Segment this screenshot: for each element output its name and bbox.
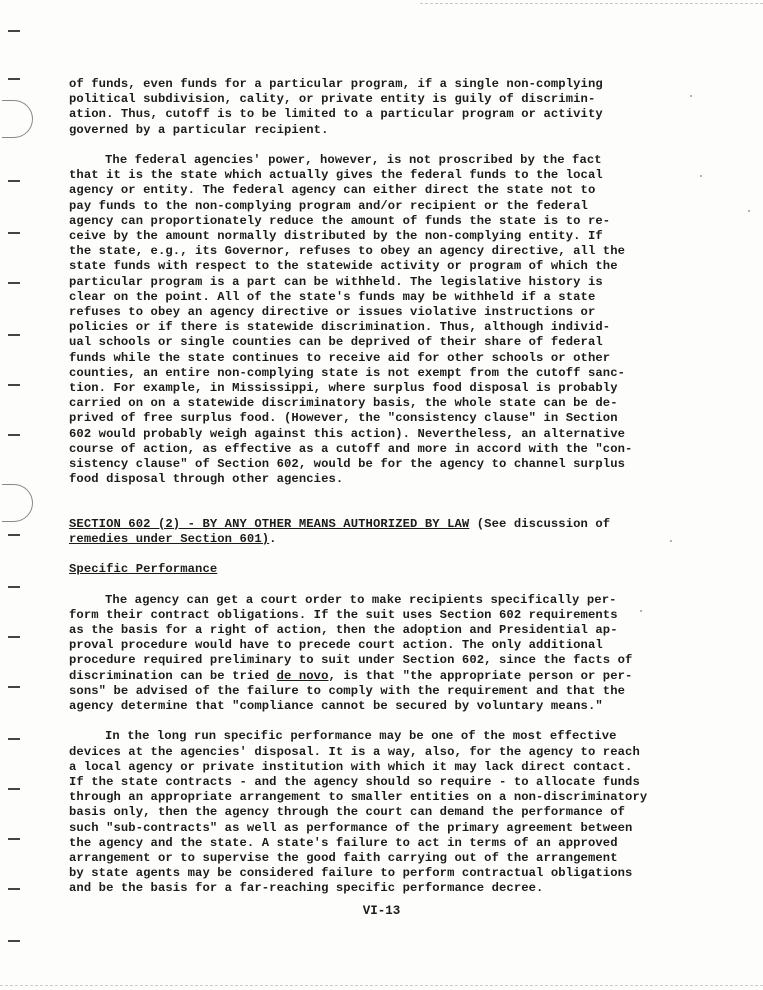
punch-hole bbox=[2, 484, 33, 522]
scan-speck bbox=[700, 175, 702, 177]
margin-mark bbox=[8, 888, 20, 890]
text-line: clear on the point. All of the state's funds may be withheld if a state bbox=[69, 289, 596, 304]
text-line: and be the basis for a far-reaching specific performance decree. bbox=[69, 881, 544, 896]
text-line: devices at the agencies' disposal. It is a way, also, for the agency to reach bbox=[69, 744, 640, 759]
text-line: ual schools or single counties can be deprived of their share of federal bbox=[69, 335, 603, 350]
text-line: by state agents may be considered failure to perform contractual obligations bbox=[69, 866, 633, 881]
text-line: as the basis for a right of action, then the adoption and Presidential ap- bbox=[69, 623, 618, 638]
spacer bbox=[69, 503, 649, 517]
text-line: tion. For example, in Mississippi, where surplus food disposal is probably bbox=[69, 381, 618, 396]
text-line: sistency clause" of Section 602, would be for the agency to channel surplus bbox=[69, 457, 626, 472]
margin-mark bbox=[8, 384, 20, 386]
text-line: course of action, as effective as a cutoff and more in accord with the "con- bbox=[69, 441, 633, 456]
subheading-block bbox=[69, 562, 649, 577]
section-heading-note: (See discussion of bbox=[469, 516, 611, 531]
text-line: political subdivision, cality, or private entity is guily of discrimin- bbox=[69, 92, 596, 107]
margin-mark bbox=[8, 232, 20, 234]
margin-mark bbox=[8, 586, 20, 588]
paragraph-3 bbox=[69, 593, 649, 715]
text-line bbox=[69, 669, 649, 684]
text-line: agency can proportionately reduce the amount of funds the state is to re- bbox=[69, 213, 611, 228]
text-line: of funds, even funds for a particular program, if a single non-complying bbox=[69, 77, 603, 91]
margin-mark bbox=[8, 738, 20, 740]
text-run: , is that "the appropriate person or per- bbox=[328, 668, 633, 683]
margin-mark bbox=[8, 940, 20, 942]
scan-speck bbox=[670, 540, 672, 542]
margin-mark bbox=[8, 838, 20, 840]
text-line: procedure required preliminary to suit under Section 602, since the facts of bbox=[69, 653, 633, 668]
text-line: food disposal through other agencies. bbox=[69, 472, 344, 487]
section-heading-line bbox=[69, 517, 649, 532]
text-line: form their contract obligations. If the suit uses Section 602 requirements bbox=[69, 607, 618, 622]
text-line: state funds with respect to the statewide activity or program of which the bbox=[69, 259, 618, 274]
text-run: discrimination can be tried bbox=[69, 668, 277, 683]
text-line: counties, an entire non-complying state is not exempt from the cutoff sanc- bbox=[69, 365, 626, 380]
section-heading-title: SECTION 602 (2) - BY ANY OTHER MEANS AUTHORIZED BY LAW bbox=[69, 516, 470, 531]
text-line: funds while the state continues to receive aid for other schools or other bbox=[69, 350, 611, 365]
margin-mark bbox=[8, 334, 20, 336]
text-line: the state, e.g., its Governor, refuses to obey an agency directive, all the bbox=[69, 244, 626, 259]
emphasis-de-novo: de novo bbox=[276, 668, 329, 683]
text-line: agency or entity. The federal agency can either direct the state not to bbox=[69, 183, 596, 198]
subheading: Specific Performance bbox=[69, 562, 218, 577]
margin-mark bbox=[8, 78, 20, 80]
text-line: proval procedure would have to precede court action. The only additional bbox=[69, 638, 603, 653]
margin-mark bbox=[8, 180, 20, 182]
scan-speck bbox=[690, 95, 692, 97]
text-line: If the state contracts - and the agency should so require - to allocate funds bbox=[69, 775, 640, 790]
text-line: agency determine that "compliance cannot be secured by voluntary means." bbox=[69, 699, 603, 714]
scan-speck bbox=[748, 210, 750, 212]
section-heading bbox=[69, 517, 649, 547]
text-line: arrangement or to supervise the good faith carrying out of the arrangement bbox=[69, 851, 618, 866]
text-line: ceive by the amount normally distributed by the non-complying entity. If bbox=[69, 229, 603, 244]
text-line: prived of free surplus food. (However, the "consistency clause" in Section bbox=[69, 411, 618, 426]
section-heading-note-underlined: remedies under Section 601) bbox=[69, 531, 270, 546]
paragraph-2 bbox=[69, 153, 649, 487]
text-line: governed by a particular recipient. bbox=[69, 122, 329, 137]
top-edge-perforation bbox=[420, 3, 763, 4]
body-text bbox=[69, 77, 649, 897]
text-line: ation. Thus, cutoff is to be limited to a particular program or activity bbox=[69, 107, 603, 122]
text-line: refuses to obey an agency directive or issues violative instructions or bbox=[69, 305, 596, 320]
text-line: sons" be advised of the failure to comply with the requirement and that the bbox=[69, 683, 626, 698]
section-heading-line bbox=[69, 532, 649, 547]
text-line: The federal agencies' power, however, is not proscribed by the fact bbox=[105, 153, 602, 167]
text-line: carried on on a statewide discriminatory basis, the whole state can be de- bbox=[69, 396, 618, 411]
margin-mark bbox=[8, 282, 20, 284]
punch-hole bbox=[2, 100, 33, 138]
page-number: VI-13 bbox=[362, 904, 401, 918]
section-heading-note-end: . bbox=[269, 531, 277, 546]
text-line: the agency and the state. A state's failure to act in terms of an approved bbox=[69, 835, 618, 850]
paragraph-1 bbox=[69, 77, 649, 138]
margin-mark bbox=[8, 30, 20, 32]
text-line: particular program is a part can be withheld. The legislative history is bbox=[69, 274, 603, 289]
text-line: 602 would probably weigh against this action). Nevertheless, an alternative bbox=[69, 426, 626, 441]
text-line: that it is the state which actually gives the federal funds to the local bbox=[69, 168, 603, 183]
text-line: In the long run specific performance may be one of the most effective bbox=[105, 729, 617, 744]
margin-mark bbox=[8, 636, 20, 638]
text-line: a local agency or private institution with which it may lack direct contact. bbox=[69, 759, 633, 774]
paragraph-4 bbox=[69, 729, 649, 896]
margin-mark bbox=[8, 434, 20, 436]
bottom-edge-perforation bbox=[0, 985, 763, 986]
text-line: policies or if there is statewide discrimination. Thus, although individ- bbox=[69, 320, 611, 335]
margin-mark bbox=[8, 788, 20, 790]
text-line: basis only, then the agency through the court can demand the performance of bbox=[69, 805, 626, 820]
text-line: pay funds to the non-complying program and/or recipient or the federal bbox=[69, 198, 588, 213]
margin-mark bbox=[8, 686, 20, 688]
text-line: through an appropriate arrangement to smaller entities on a non-discriminatory bbox=[69, 790, 648, 805]
text-line: The agency can get a court order to make recipients specifically per- bbox=[105, 592, 617, 607]
text-line: such "sub-contracts" as well as performance of the primary agreement between bbox=[69, 820, 633, 835]
margin-mark bbox=[8, 534, 20, 536]
